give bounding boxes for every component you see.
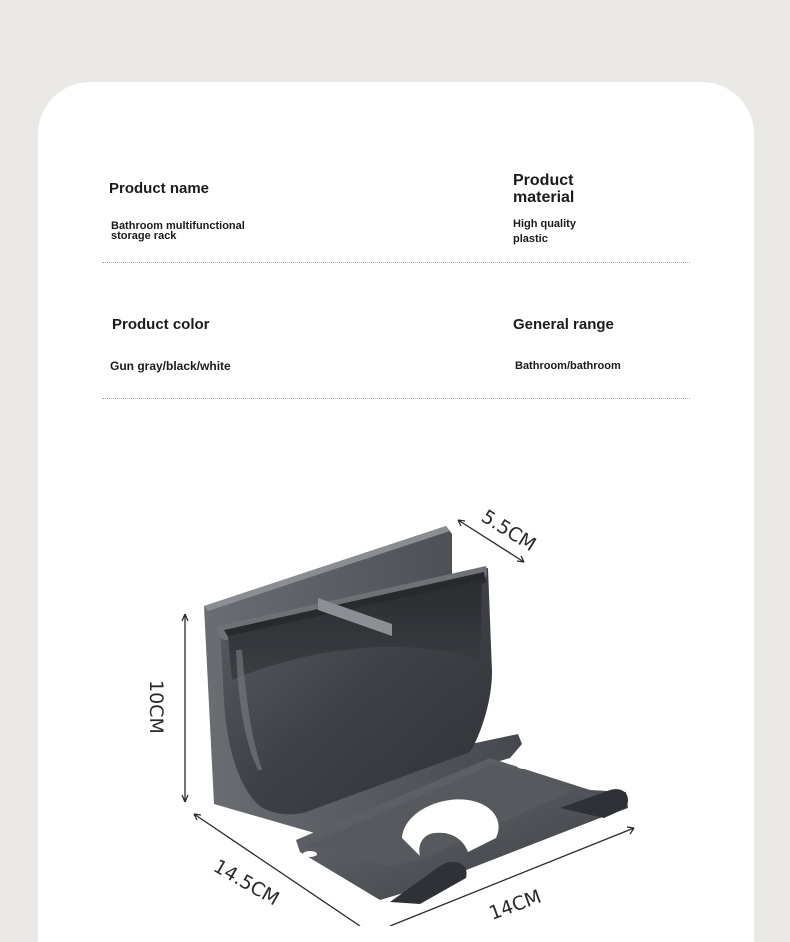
width-right-dimension-label: 14CM [486, 885, 545, 925]
height-dimension-label: 10CM [145, 680, 167, 734]
product-name-value-2: storage rack [111, 230, 177, 242]
product-material-value-2: plastic [513, 233, 548, 245]
width-left-dimension-label: 14.5CM [209, 855, 283, 911]
general-range-label: General range [513, 316, 614, 333]
product-material-label-2: material [513, 189, 575, 206]
product-material-value-1: High quality [513, 218, 576, 230]
product-color-label: Product color [112, 316, 210, 333]
product-color-value: Gun gray/black/white [110, 359, 231, 373]
depth-dimension-label: 5.5CM [477, 505, 540, 556]
general-range-value: Bathroom/bathroom [515, 360, 621, 372]
product-name-label: Product name [109, 180, 210, 197]
product-name-value-1: Bathroom multifunctional [111, 220, 245, 232]
product-material-label-1: Product [513, 172, 574, 189]
